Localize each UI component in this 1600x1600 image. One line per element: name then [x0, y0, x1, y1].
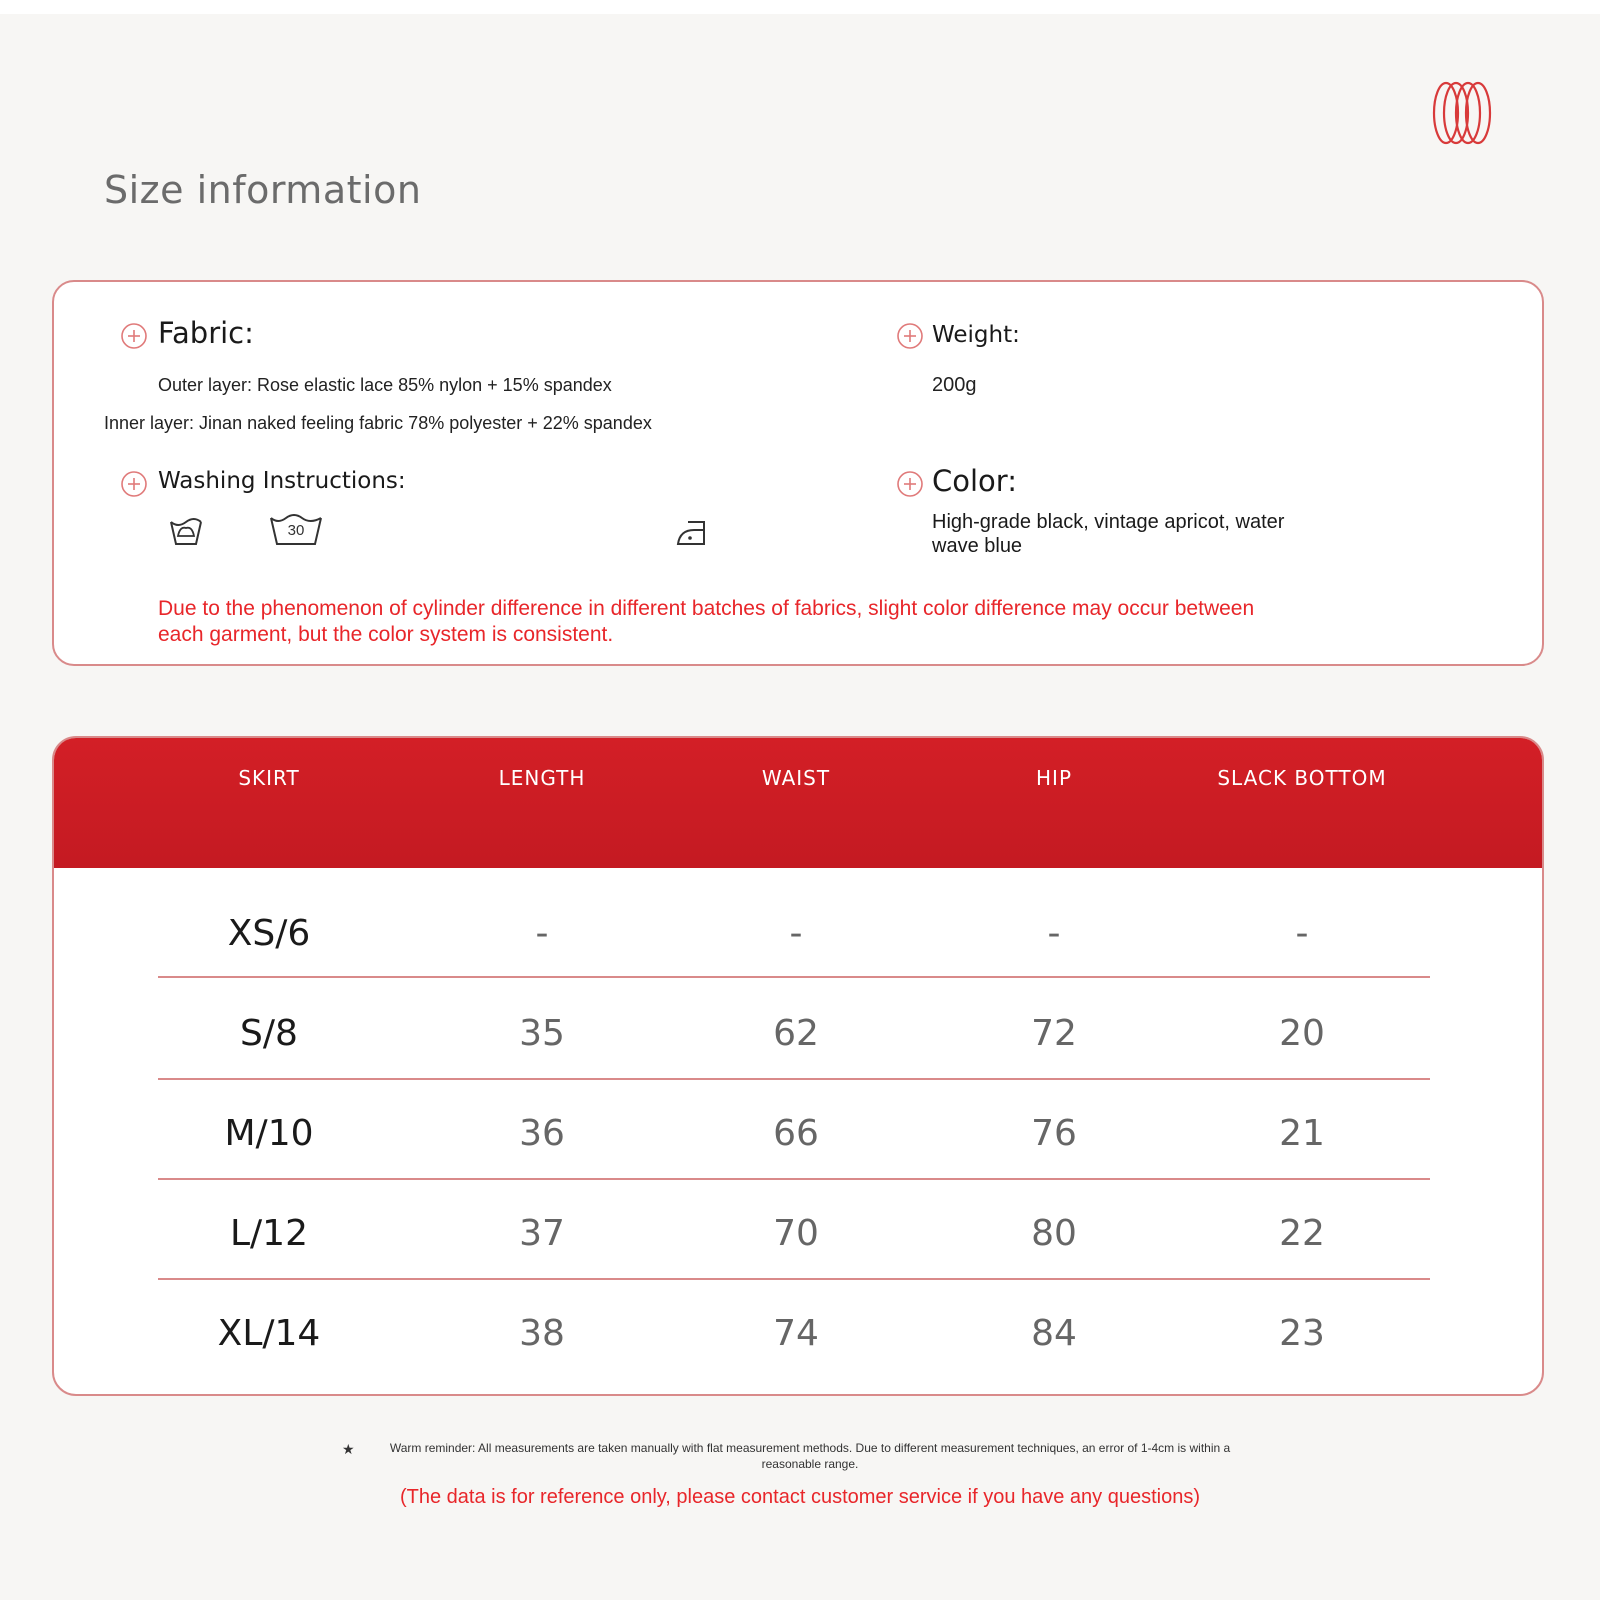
waist-cell: 70 [773, 1213, 819, 1254]
size-label: S/8 [240, 1013, 298, 1054]
plus-circle-icon [120, 470, 148, 498]
row-divider [158, 1278, 1430, 1280]
color-value: High-grade black, vintage apricot, water wave blue [932, 511, 1285, 557]
fabric-outer-layer: Outer layer: Rose elastic lace 85% nylon + 15% spandex [158, 375, 612, 395]
color-difference-notice: Due to the phenomenon of cylinder difference in different batches of fabrics, slight color difference may occur between each garment, but the color system is consistent. [158, 597, 1255, 646]
table-row [54, 1084, 1542, 1184]
row-divider [158, 976, 1430, 978]
product-info-card [52, 280, 1544, 666]
plus-circle-icon [120, 322, 148, 350]
machine-wash-30-icon [268, 512, 324, 548]
length-cell: 38 [519, 1313, 565, 1354]
wash-temperature: 30 [287, 522, 305, 539]
contact-note: (The data is for reference only, please contact customer service if you have any questions) [399, 1486, 1201, 1508]
table-row [54, 1284, 1542, 1384]
hand-wash-icon [168, 514, 204, 548]
size-table [52, 736, 1544, 1396]
table-row [54, 1184, 1542, 1284]
iron-icon [674, 514, 712, 548]
plus-circle-icon [896, 470, 924, 498]
waist-cell: 62 [773, 1013, 819, 1054]
size-label: L/12 [230, 1213, 308, 1254]
header-slack-bottom: SLACK BOTTOM [1217, 766, 1387, 790]
hip-cell: 80 [1031, 1213, 1077, 1254]
weight-value: 200g [932, 374, 977, 396]
star-icon: ★ [342, 1441, 355, 1457]
size-label: M/10 [224, 1113, 314, 1154]
color-title: Color: [932, 464, 1017, 498]
slack-bottom-cell: - [1295, 913, 1309, 954]
brand-logo-icon [1430, 80, 1494, 146]
washing-title: Washing Instructions: [158, 468, 406, 494]
row-divider [158, 1178, 1430, 1180]
slack-bottom-cell: 21 [1279, 1113, 1325, 1154]
table-row [54, 884, 1542, 984]
plus-circle-icon [896, 322, 924, 350]
slack-bottom-cell: 20 [1279, 1013, 1325, 1054]
length-cell: 37 [519, 1213, 565, 1254]
slack-bottom-cell: 22 [1279, 1213, 1325, 1254]
waist-cell: - [789, 913, 803, 954]
size-label: XL/14 [217, 1313, 321, 1354]
length-cell: - [535, 913, 549, 954]
hip-cell: 84 [1031, 1313, 1077, 1354]
length-cell: 36 [519, 1113, 565, 1154]
length-cell: 35 [519, 1013, 565, 1054]
hip-cell: 72 [1031, 1013, 1077, 1054]
top-strip [0, 0, 1600, 14]
hip-cell: 76 [1031, 1113, 1077, 1154]
warm-reminder: Warm reminder: All measurements are taken manually with flat measurement methods. Due to different measurement techniques, an error of 1-4cm is within a reasonable range. [389, 1441, 1231, 1471]
row-divider [158, 1078, 1430, 1080]
hip-cell: - [1047, 913, 1061, 954]
waist-cell: 74 [773, 1313, 819, 1354]
header-waist: WAIST [761, 766, 831, 790]
size-label: XS/6 [227, 913, 311, 954]
header-skirt: SKIRT [238, 766, 300, 790]
fabric-inner-layer: Inner layer: Jinan naked feeling fabric 78% polyester + 22% spandex [104, 413, 652, 433]
page-title: Size information [104, 168, 422, 212]
header-length: LENGTH [498, 766, 586, 790]
weight-title: Weight: [932, 322, 1020, 348]
fabric-title: Fabric: [158, 316, 254, 350]
slack-bottom-cell: 23 [1279, 1313, 1325, 1354]
table-header [54, 738, 1542, 868]
waist-cell: 66 [773, 1113, 819, 1154]
header-hip: HIP [1036, 766, 1072, 790]
table-row [54, 984, 1542, 1084]
